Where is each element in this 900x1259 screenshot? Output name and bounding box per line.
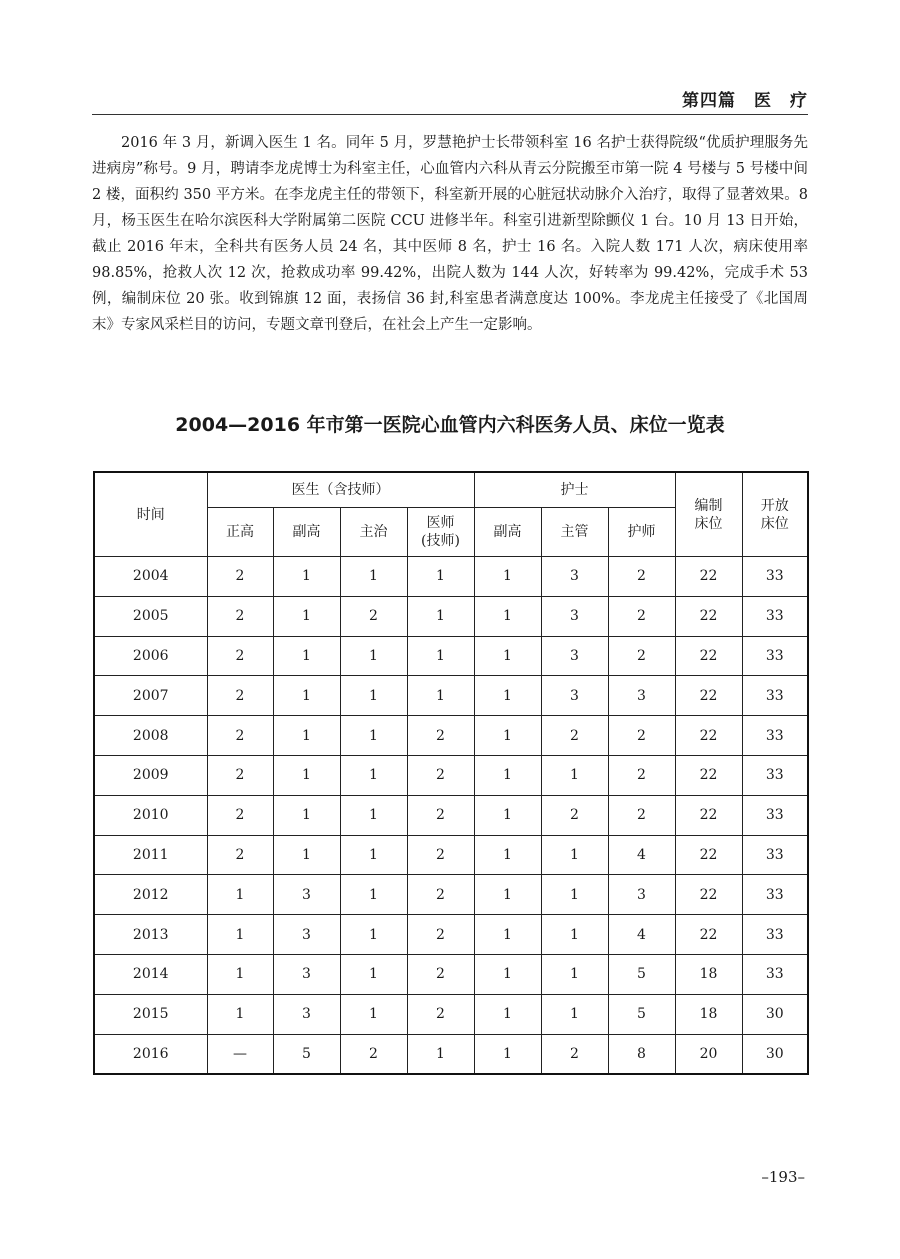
table-cell-year: 2015 <box>94 994 207 1034</box>
table-row <box>94 636 808 676</box>
header-planned-beds-line2: 床位 <box>694 515 723 532</box>
table-cell: 1 <box>340 755 407 795</box>
table-cell: 3 <box>541 596 608 636</box>
table-row <box>94 557 808 597</box>
table-cell: 4 <box>608 915 675 955</box>
table-cell: 33 <box>742 875 808 915</box>
table-cell: 5 <box>608 954 675 994</box>
table-cell: 1 <box>474 875 541 915</box>
table-cell: 2 <box>608 755 675 795</box>
table-cell: 1 <box>541 954 608 994</box>
header-doctor-physician <box>407 508 474 557</box>
table-cell: 2 <box>340 596 407 636</box>
header-nurse-supervisor: 主管 <box>541 508 608 557</box>
table-cell: 1 <box>273 716 340 756</box>
table-cell: 1 <box>474 915 541 955</box>
table-cell: 1 <box>541 875 608 915</box>
table-cell-year: 2004 <box>94 557 207 597</box>
table-cell: 33 <box>742 954 808 994</box>
table-cell-year: 2013 <box>94 915 207 955</box>
table-cell-year: 2016 <box>94 1034 207 1074</box>
table-cell-year: 2009 <box>94 755 207 795</box>
table-cell: 2 <box>207 755 273 795</box>
table-cell: 1 <box>340 835 407 875</box>
table-cell: 33 <box>742 755 808 795</box>
table-cell: 2 <box>207 596 273 636</box>
table-cell: 2 <box>608 716 675 756</box>
header-planned-beds-line1: 编制 <box>694 497 723 514</box>
header-open-beds-line2: 床位 <box>760 515 789 532</box>
table-row <box>94 795 808 835</box>
table-cell: 5 <box>608 994 675 1034</box>
table-cell: 1 <box>207 915 273 955</box>
table-cell: 1 <box>273 557 340 597</box>
header-physician-line1: 医师 <box>426 515 455 531</box>
table-cell: 33 <box>742 596 808 636</box>
table-cell-year: 2007 <box>94 676 207 716</box>
table-cell: 3 <box>541 676 608 716</box>
page-number: –193– <box>761 1168 805 1186</box>
table-cell: — <box>207 1034 273 1074</box>
table-cell: 33 <box>742 835 808 875</box>
table-body <box>94 557 808 1075</box>
table-cell: 1 <box>273 596 340 636</box>
body-paragraph: 2016 年 3 月，新调入医生 1 名。同年 5 月，罗慧艳护士长带领科室 16 名护士获得院级“优质护理服务先进病房”称号。9 月，聘请李龙虎博士为科室主任，心血管内六科从青云分院搬至市第一院 4 号楼与 5 号楼中间 2 楼，面积约 350 平方米。在李龙虎主任的带领下，科室新开展的心脏冠状动脉介入治疗，取得了显著效果。8 月，杨玉医生在哈尔滨医科大学附属第二医院 CCU 进修半年。科室引进新型除颤仪 1 台。10 月 13 日开始，截止 2016 年末，全科共有医务人员 24 名，其中医师 8 名，护士 16 名。入院人数 171 人次，病床使用率 98.85%，抢救人次 12 次，抢救成功率 99.42%，出院人数为 144 人次，好转率为 99.42%，完成手术 53 例，编制床位 20 张。收到锦旗 12 面，表扬信 36 封,科室患者满意度达 100%。李龙虎主任接受了《北国周末》专家风采栏目的访问，专题文章刊登后，在社会上产生一定影响。 <box>92 135 808 333</box>
table-cell: 1 <box>273 676 340 716</box>
table-cell: 33 <box>742 716 808 756</box>
table-cell: 4 <box>608 835 675 875</box>
table-cell: 2 <box>608 557 675 597</box>
table-cell: 2 <box>407 875 474 915</box>
table-cell: 1 <box>541 755 608 795</box>
header-doctor-associate: 副高 <box>273 508 340 557</box>
table-cell: 1 <box>474 1034 541 1074</box>
table-cell: 2 <box>407 835 474 875</box>
header-time: 时间 <box>94 472 207 557</box>
table-cell: 2 <box>340 1034 407 1074</box>
table-cell: 22 <box>675 636 742 676</box>
table-row <box>94 676 808 716</box>
table-cell: 1 <box>207 994 273 1034</box>
header-rule <box>92 114 808 115</box>
table-row <box>94 596 808 636</box>
header-nurse-practitioner: 护师 <box>608 508 675 557</box>
table-cell: 30 <box>742 994 808 1034</box>
table-cell: 2 <box>207 716 273 756</box>
table-cell-year: 2010 <box>94 795 207 835</box>
table-cell: 3 <box>273 915 340 955</box>
table-cell: 2 <box>541 716 608 756</box>
table-cell: 1 <box>474 994 541 1034</box>
table-cell: 1 <box>273 636 340 676</box>
header-doctor-senior: 正高 <box>207 508 273 557</box>
table-cell: 33 <box>742 676 808 716</box>
table-cell: 3 <box>273 954 340 994</box>
staff-bed-table <box>93 471 809 1075</box>
header-open-beds <box>742 472 808 557</box>
table-cell: 1 <box>474 954 541 994</box>
table-cell: 1 <box>407 596 474 636</box>
table-cell: 8 <box>608 1034 675 1074</box>
table-cell: 3 <box>273 875 340 915</box>
table-cell: 2 <box>407 716 474 756</box>
table-cell: 1 <box>541 915 608 955</box>
table-cell: 3 <box>541 636 608 676</box>
table-row <box>94 755 808 795</box>
table-cell: 20 <box>675 1034 742 1074</box>
table-cell: 1 <box>407 557 474 597</box>
table-cell: 3 <box>541 557 608 597</box>
table-cell: 1 <box>273 795 340 835</box>
table-cell-year: 2012 <box>94 875 207 915</box>
table-cell: 1 <box>340 954 407 994</box>
table-cell: 3 <box>608 676 675 716</box>
table-row <box>94 994 808 1034</box>
table-cell: 1 <box>474 835 541 875</box>
table-cell: 22 <box>675 596 742 636</box>
table-cell: 22 <box>675 835 742 875</box>
table-cell: 22 <box>675 716 742 756</box>
table-cell: 22 <box>675 755 742 795</box>
table-cell: 1 <box>207 954 273 994</box>
table-cell: 1 <box>474 636 541 676</box>
table-cell: 1 <box>474 596 541 636</box>
table-row <box>94 954 808 994</box>
table-cell: 1 <box>474 795 541 835</box>
table-cell: 2 <box>608 596 675 636</box>
table-cell: 1 <box>207 875 273 915</box>
table-cell: 5 <box>273 1034 340 1074</box>
table-cell: 2 <box>608 636 675 676</box>
table-cell: 1 <box>340 557 407 597</box>
table-row <box>94 716 808 756</box>
table-row <box>94 1034 808 1074</box>
table-cell: 1 <box>474 676 541 716</box>
table-row <box>94 875 808 915</box>
table-cell: 1 <box>541 994 608 1034</box>
table-cell: 22 <box>675 915 742 955</box>
table-cell-year: 2011 <box>94 835 207 875</box>
table-cell: 1 <box>407 1034 474 1074</box>
table-cell-year: 2005 <box>94 596 207 636</box>
header-nurse-associate: 副高 <box>474 508 541 557</box>
table-cell-year: 2014 <box>94 954 207 994</box>
table-cell: 2 <box>407 795 474 835</box>
table-cell-year: 2008 <box>94 716 207 756</box>
table-row <box>94 915 808 955</box>
table-cell: 1 <box>474 755 541 795</box>
table-cell: 1 <box>474 557 541 597</box>
table-cell: 1 <box>340 994 407 1034</box>
table-cell: 2 <box>407 755 474 795</box>
table-cell: 2 <box>207 795 273 835</box>
table-cell: 3 <box>608 875 675 915</box>
table-cell: 3 <box>273 994 340 1034</box>
table-cell: 1 <box>340 676 407 716</box>
table-cell: 1 <box>474 716 541 756</box>
header-physician-line2: (技师) <box>421 533 460 549</box>
header-nurse-group: 护士 <box>474 472 675 508</box>
running-header: 第四篇 医 疗 <box>682 91 808 111</box>
table-cell: 2 <box>541 795 608 835</box>
table-cell: 1 <box>541 835 608 875</box>
table-cell: 1 <box>340 915 407 955</box>
table-cell: 2 <box>207 636 273 676</box>
table-cell: 18 <box>675 994 742 1034</box>
table-cell: 1 <box>340 875 407 915</box>
table-cell: 2 <box>207 557 273 597</box>
table-cell: 2 <box>407 915 474 955</box>
table-row <box>94 835 808 875</box>
table-cell: 18 <box>675 954 742 994</box>
header-open-beds-line1: 开放 <box>760 497 789 514</box>
table-cell: 30 <box>742 1034 808 1074</box>
table-cell-year: 2006 <box>94 636 207 676</box>
table-cell: 22 <box>675 875 742 915</box>
table-cell: 1 <box>273 835 340 875</box>
table-cell: 33 <box>742 636 808 676</box>
table-cell: 2 <box>407 994 474 1034</box>
table-cell: 2 <box>407 954 474 994</box>
table-title: 2004—2016 年市第一医院心血管内六科医务人员、床位一览表 <box>175 414 725 436</box>
table-cell: 2 <box>608 795 675 835</box>
table-cell: 2 <box>207 676 273 716</box>
table-cell: 22 <box>675 557 742 597</box>
table-cell: 33 <box>742 915 808 955</box>
table-cell: 1 <box>340 716 407 756</box>
table-cell: 2 <box>541 1034 608 1074</box>
table-cell: 33 <box>742 557 808 597</box>
table-cell: 1 <box>407 676 474 716</box>
header-doctor-group: 医生（含技师） <box>207 472 474 508</box>
table-cell: 1 <box>273 755 340 795</box>
table-cell: 1 <box>340 795 407 835</box>
table-cell: 2 <box>207 835 273 875</box>
table-cell: 1 <box>407 636 474 676</box>
table-cell: 22 <box>675 676 742 716</box>
table-cell: 22 <box>675 795 742 835</box>
header-doctor-attending: 主治 <box>340 508 407 557</box>
table-cell: 1 <box>340 636 407 676</box>
table-cell: 33 <box>742 795 808 835</box>
header-planned-beds <box>675 472 742 557</box>
